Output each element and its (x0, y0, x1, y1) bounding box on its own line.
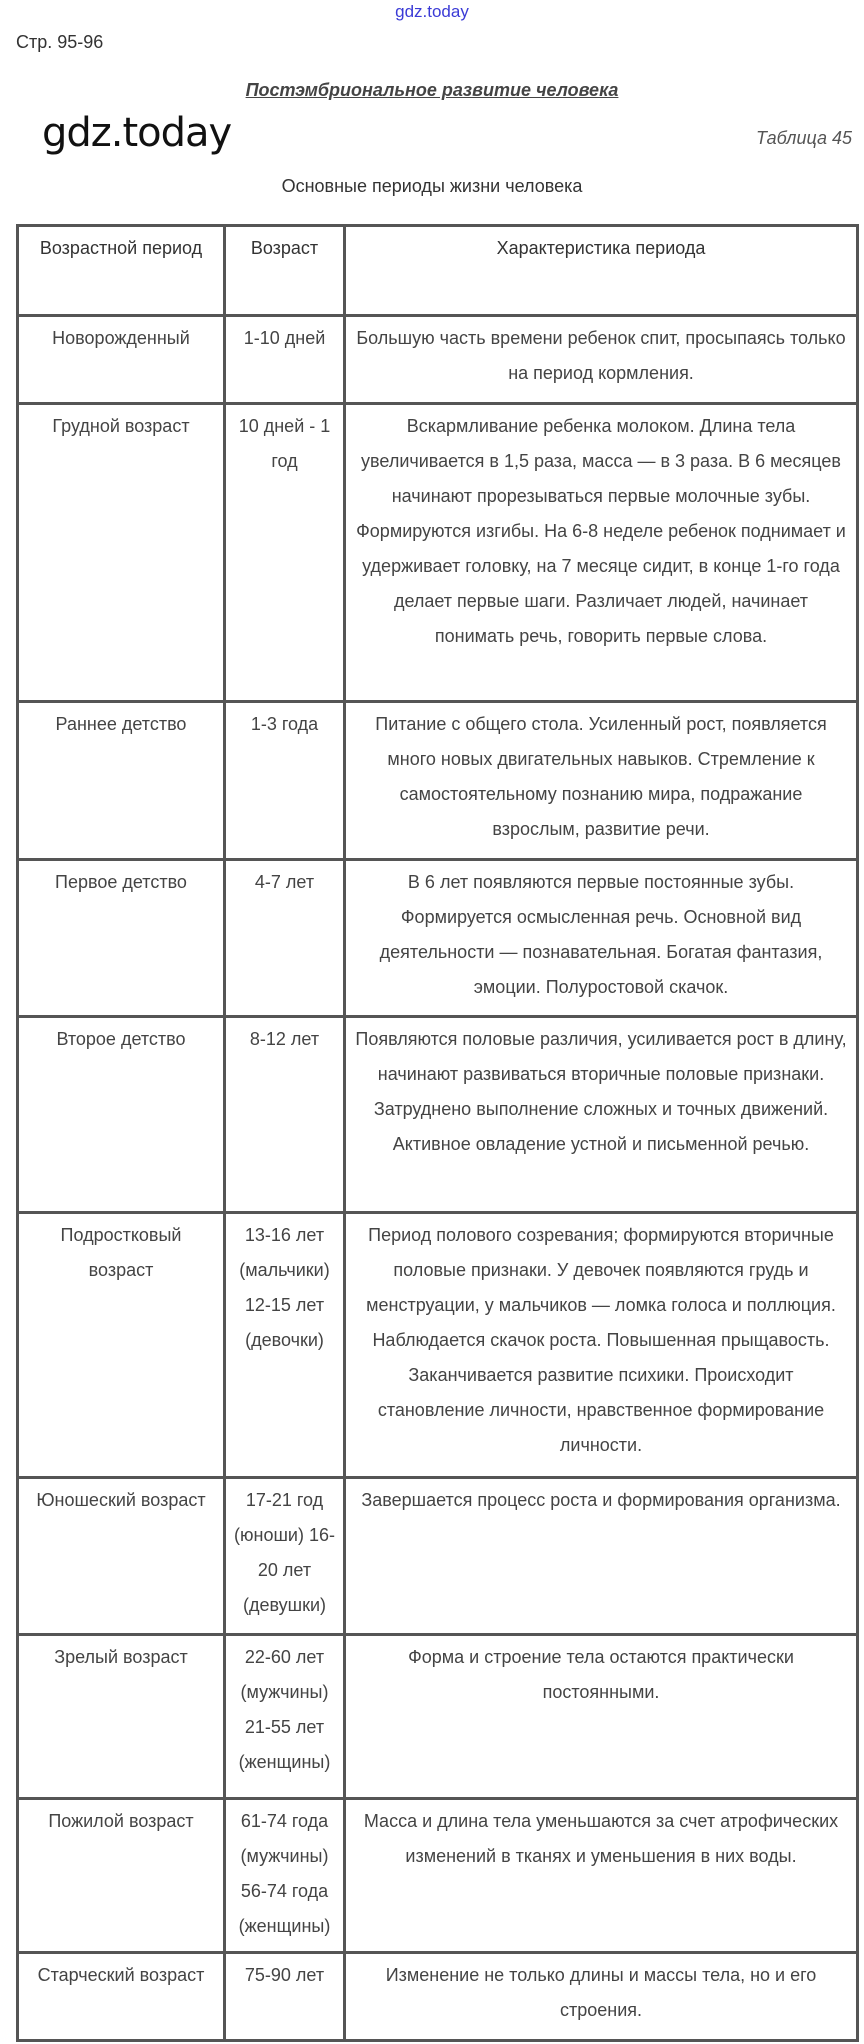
cell-age: 75-90 лет (225, 1953, 345, 2041)
cell-description: Масса и длина тела уменьшаются за счет атрофических изменений в тканях и уменьшения в них воды. (345, 1799, 858, 1953)
watermark-logo[interactable]: gdz.today (395, 2, 469, 21)
cell-description: Появляются половые различия, усиливается рост в длину, начинают развиваться вторичные половые признаки. Затруднено выполнение сложных и точных движений. Активное овладение устной и письменной речью. (345, 1017, 858, 1213)
cell-period: Зрелый возраст (18, 1635, 225, 1799)
table-row (18, 1953, 858, 2041)
header-period: Возрастной период (18, 226, 225, 316)
header-description: Характеристика периода (345, 226, 858, 316)
cell-description: В 6 лет появляются первые постоянные зубы. Формируется осмысленная речь. Основной вид деятельности — познавательная. Богатая фантазия, эмоции. Полуростовой скачок. (345, 860, 858, 1017)
cell-age: 61-74 года (мужчины) 56-74 года (женщины) (225, 1799, 345, 1953)
cell-period: Пожилой возраст (18, 1799, 225, 1953)
table-row (18, 702, 858, 860)
cell-period: Старческий возраст (18, 1953, 225, 2041)
cell-age: 1-3 года (225, 702, 345, 860)
cell-age: 13-16 лет (мальчики) 12-15 лет (девочки) (225, 1213, 345, 1478)
cell-age: 10 дней - 1 год (225, 404, 345, 702)
life-periods-table (16, 224, 859, 2042)
cell-period: Новорожденный (18, 316, 225, 404)
table-number: Таблица 45 (755, 128, 852, 148)
cell-age: 8-12 лет (225, 1017, 345, 1213)
table-row (18, 404, 858, 702)
table-row (18, 1478, 858, 1635)
cell-description: Вскармливание ребенка молоком. Длина тела увеличивается в 1,5 раза, масса — в 3 раза. В 6 месяцев начинают прорезываться первые молочные зубы. Формируются изгибы. На 6-8 неделе ребенок поднимает и удерживает головку, на 7 месяце сидит, в конце 1-го года делает первые шаги. Различает людей, начинает понимать речь, говорить первые слова. (345, 404, 858, 702)
cell-period: Подростковый возраст (18, 1213, 225, 1478)
cell-age: 22-60 лет (мужчины) 21-55 лет (женщины) (225, 1635, 345, 1799)
table-row (18, 1017, 858, 1213)
cell-description: Период полового созревания; формируются вторичные половые признаки. У девочек появляются грудь и менструации, у мальчиков — ломка голоса и поллюция. Наблюдается скачок роста. Повышенная прыщавость. Заканчивается развитие психики. Происходит становление личности, нравственное формирование личности. (345, 1213, 858, 1478)
table-row (18, 1213, 858, 1478)
cell-period: Грудной возраст (18, 404, 225, 702)
table-header-row (18, 226, 858, 316)
page-reference: Стр. 95-96 (16, 32, 104, 52)
table-row (18, 316, 858, 404)
cell-age: 4-7 лет (225, 860, 345, 1017)
cell-age: 17-21 год (юноши) 16-20 лет (девушки) (225, 1478, 345, 1635)
cell-description: Завершается процесс роста и формирования организма. (345, 1478, 858, 1635)
cell-description: Изменение не только длины и массы тела, но и его строения. (345, 1953, 858, 2041)
cell-age: 1-10 дней (225, 316, 345, 404)
table-caption: Основные периоды жизни человека (281, 176, 583, 196)
table-row (18, 860, 858, 1017)
cell-period: Юношеский возраст (18, 1478, 225, 1635)
header-age: Возраст (225, 226, 345, 316)
cell-description: Питание с общего стола. Усиленный рост, появляется много новых двигательных навыков. Стремление к самостоятельному познанию мира, подражание взрослым, развитие речи. (345, 702, 858, 860)
watermark: gdz.today (42, 110, 232, 156)
cell-description: Форма и строение тела остаются практически постоянными. (345, 1635, 858, 1799)
cell-description: Большую часть времени ребенок спит, просыпаясь только на период кормления. (345, 316, 858, 404)
table-row (18, 1799, 858, 1953)
page-title: Постэмбриональное развитие человека (245, 80, 619, 100)
table-row (18, 1635, 858, 1799)
cell-period: Первое детство (18, 860, 225, 1017)
cell-period: Второе детство (18, 1017, 225, 1213)
cell-period: Раннее детство (18, 702, 225, 860)
